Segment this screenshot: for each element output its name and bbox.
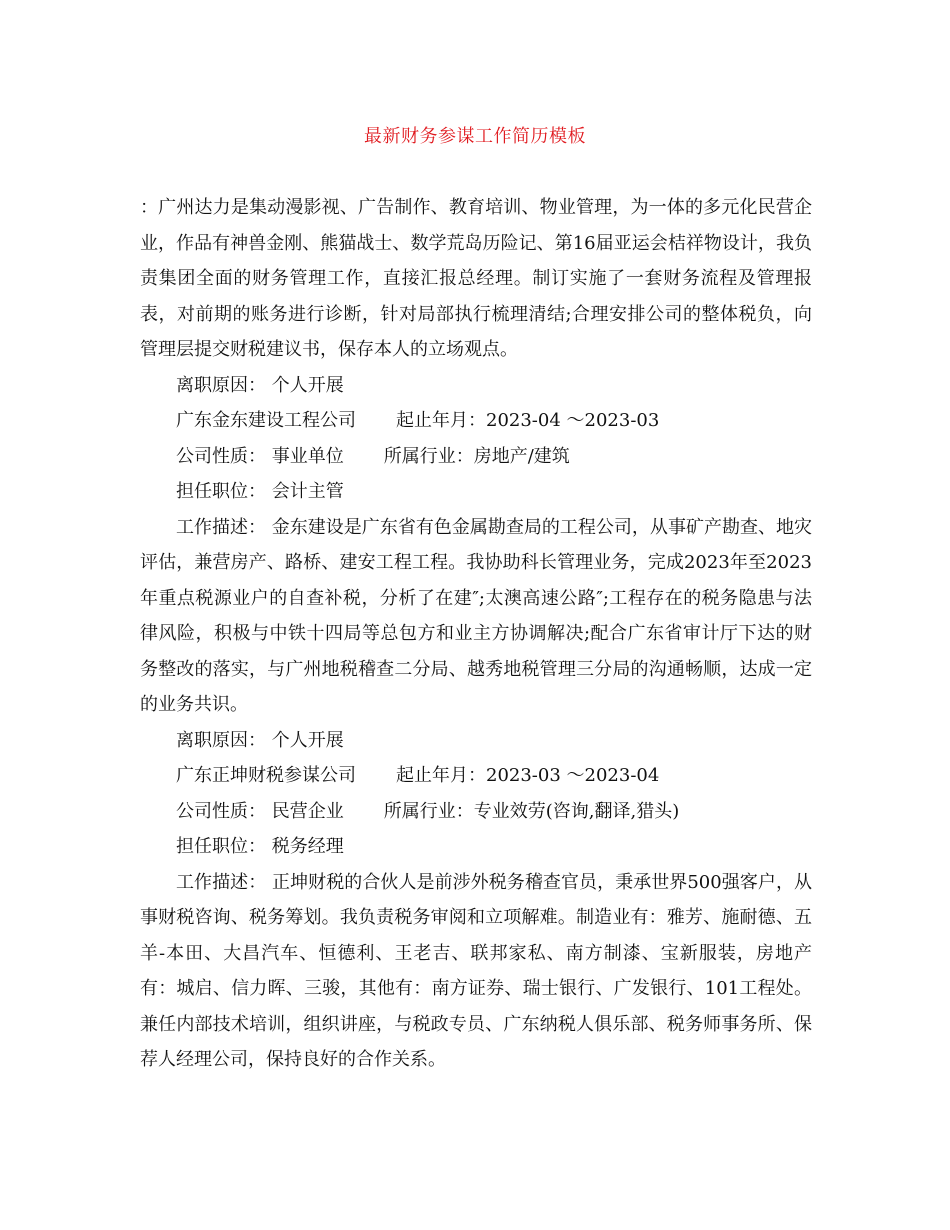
document-title: 最新财务参谋工作简历模板 xyxy=(364,126,586,147)
leave-reason-1: 离职原因： 个人开展 xyxy=(176,374,344,396)
company-name-1: 广东金东建设工程公司 xyxy=(176,410,356,431)
company-nature-1: 公司性质： 事业单位 xyxy=(176,445,344,467)
company-line-2 xyxy=(140,758,812,794)
industry-2: 所属行业：专业效劳(咨询,翻译,猎头) xyxy=(383,800,680,822)
company-nature-2: 公司性质： 民营企业 xyxy=(176,800,344,822)
position-1: 担任职位： 会计主管 xyxy=(176,481,344,502)
nature-line-2 xyxy=(140,794,812,830)
intro-paragraph: ：广州达力是集动漫影视、广告制作、教育培训、物业管理，为一体的多元化民营企业，作品有神兽金刚、熊猫战士、数学荒岛历险记、第16届亚运会桔祥物设计，我负责集团全面的财务管理工作，直接汇报总经理。制订实施了一套财务流程及管理报表，对前期的账务进行诊断，针对局部执行梳理清结;合理安排公司的整体税负，向管理层提交财税建议书，保存本人的立场观点。 xyxy=(140,197,812,360)
company-name-2: 广东正坤财税参谋公司 xyxy=(176,765,356,786)
leave-reason-2: 离职原因： 个人开展 xyxy=(176,729,344,751)
position-2: 担任职位： 税务经理 xyxy=(176,836,344,857)
description-1: 工作描述： 金东建设是广东省有色金属勘查局的工程公司，从事矿产勘查、地灾评估，兼营房产、路桥、建安工程工程。我协助科长管理业务，完成2023年至2023年重点税源业户的自查补税，分析了在建″;太澳高速公路″;工程存在的税务隐患与法律风险，积极与中铁十四局等总包方和业主方协调解决;配合广东省审计厅下达的财务整改的落实，与广州地税稽查二分局、越秀地税管理三分局的沟通畅顺，达成一定的业务共识。 xyxy=(140,516,812,715)
industry-1: 所属行业：房地产/建筑 xyxy=(383,445,570,467)
description-2: 工作描述： 正坤财税的合伙人是前涉外税务稽查官员，秉承世界500强客户，从事财税咨询、税务筹划。我负责税务审阅和立项解难。制造业有：雅芳、施耐德、五羊-本田、大昌汽车、恒德利、王老吉、联邦家私、南方制漆、宝新服装，房地产有：城启、信力晖、三骏，其他有：南方证券、瑞士银行、广发银行、101工程处。兼任内部技术培训，组织讲座，与税政专员、广东纳税人俱乐部、税务师事务所、保荐人经理公司，保持良好的合作关系。 xyxy=(140,871,812,1070)
nature-line-1 xyxy=(140,439,812,475)
period-2: 起止年月：2023-03 ～2023-04 xyxy=(396,765,660,786)
company-line-1 xyxy=(140,403,812,439)
document-body xyxy=(140,190,812,1078)
period-1: 起止年月：2023-04 ～2023-03 xyxy=(396,410,660,431)
